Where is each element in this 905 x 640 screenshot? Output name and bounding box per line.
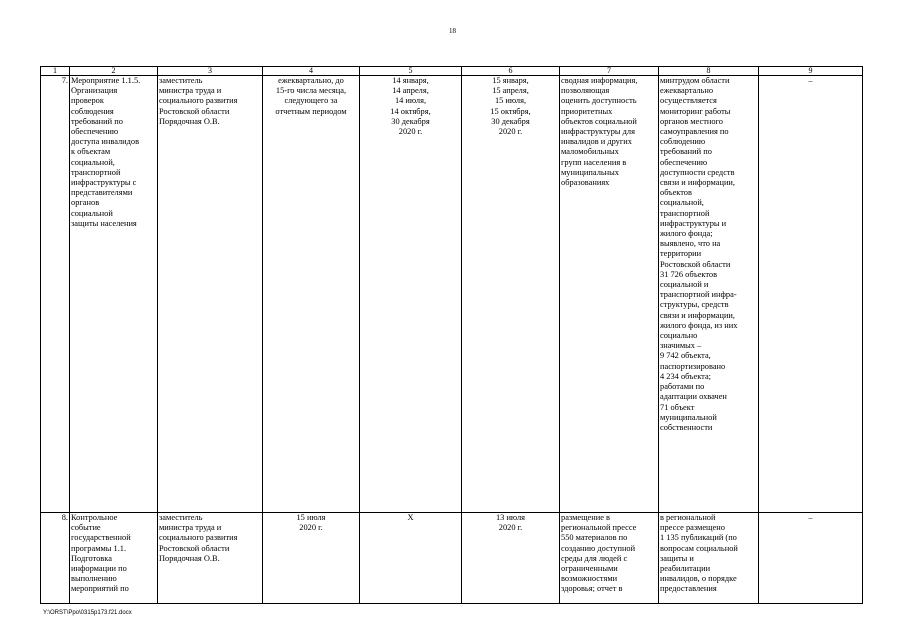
actual-result-cell: в региональной прессе размещено 1 135 публикаций (по вопросам социальной защиты и реабилитации инвалидов, о порядке предоставления — [659, 513, 759, 604]
term-cell: ежеквартально, до 15-го числа месяца, следующего за отчетным периодом — [263, 76, 360, 513]
page-number: 18 — [449, 27, 456, 35]
column-number: 4 — [263, 67, 360, 76]
note-cell: – — [759, 76, 863, 513]
note-cell: – — [759, 513, 863, 604]
term-cell: 15 июля 2020 г. — [263, 513, 360, 604]
footer-file-path: Y:\ORST\Ppo\0315p173.f21.docx — [43, 610, 132, 616]
column-number: 3 — [158, 67, 263, 76]
responsible-cell: заместитель министра труда и социального развития Ростовской области Порядочная О.В. — [158, 76, 263, 513]
activity-cell: Контрольное событие государственной программы 1.1. Подготовка информации по выполнению мероприятий по — [70, 513, 158, 604]
column-number: 8 — [659, 67, 759, 76]
column-number: 9 — [759, 67, 863, 76]
fact-date-cell: 13 июля 2020 г. — [462, 513, 560, 604]
table-row — [41, 513, 863, 604]
plan-date-cell: Х — [360, 513, 462, 604]
responsible-cell: заместитель министра труда и социального развития Ростовской области Порядочная О.В. — [158, 513, 263, 604]
plan-date-cell: 14 января, 14 апреля, 14 июля, 14 октября, 30 декабря 2020 г. — [360, 76, 462, 513]
row-number: 7. — [41, 76, 70, 513]
expected-result-cell: размещение в региональной прессе 550 материалов по созданию доступной среды для людей с ограниченными возможностями здоровья; отчет в — [560, 513, 659, 604]
table-row — [41, 76, 863, 513]
fact-date-cell: 15 января, 15 апреля, 15 июля, 15 октября, 30 декабря 2020 г. — [462, 76, 560, 513]
expected-result-cell: сводная информация, позволяющая оценить доступность приоритетных объектов социальной инфраструктуры для инвалидов и других маломобильных групп населения в муниципальных образованиях — [560, 76, 659, 513]
actual-result-cell: минтрудом области ежеквартально осуществляется мониторинг работы органов местного самоуправления по соблюдению требований по обеспечению доступности средств связи и информации, объектов социальной, транспортной инфраструктуры и жилого фонда; выявлено, что на территории Ростовской области 31 726 объектов социальной и транспортной инфра- структуры, средств связи и информации, жилого фонда, из них социально значимых – 9 742 объекта, паспортизировано 4 234 объекта; работами по адаптации охвачен 71 объект муниципальной собственности — [659, 76, 759, 513]
column-number-row — [41, 67, 863, 76]
column-number: 6 — [462, 67, 560, 76]
column-number: 1 — [41, 67, 70, 76]
column-number: 2 — [70, 67, 158, 76]
report-table — [40, 66, 863, 604]
row-number: 8. — [41, 513, 70, 604]
column-number: 7 — [560, 67, 659, 76]
column-number: 5 — [360, 67, 462, 76]
activity-cell: Мероприятие 1.1.5. Организация проверок соблюдения требований по обеспечению доступа инвалидов к объектам социальной, транспортной инфраструктуры с представителями органов социальной защиты населения — [70, 76, 158, 513]
